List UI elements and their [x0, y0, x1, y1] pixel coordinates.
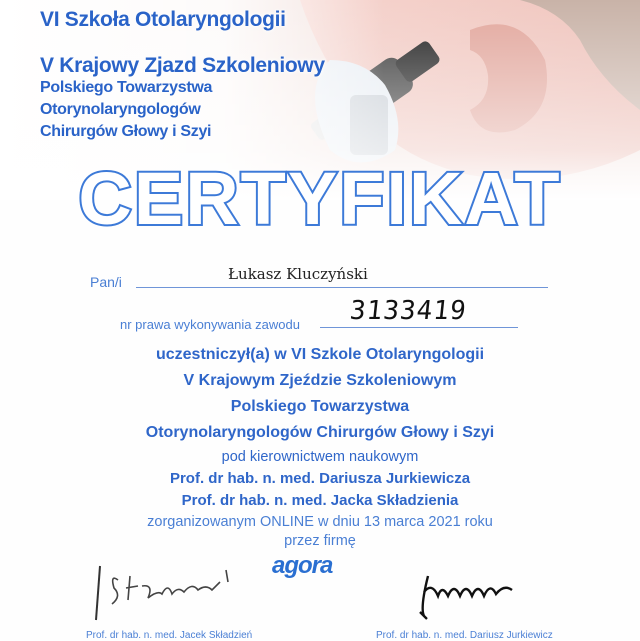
- recipient-underline: [136, 287, 548, 288]
- header-society-line3: Chirurgów Głowy i Szyi: [40, 123, 212, 140]
- header-subtitle: V Krajowy Zjazd Szkoleniowy: [40, 54, 325, 77]
- body-line-1: uczestniczył(a) w VI Szkole Otolaryngologii: [155, 346, 485, 363]
- licence-label: nr prawa wykonywania zawodu: [120, 317, 300, 332]
- body-line-4: Otorynolaryngologów Chirurgów Głowy i Szyi: [145, 424, 495, 441]
- header-society-line2: Otorynolaryngologów: [40, 101, 201, 118]
- recipient-name: Łukasz Kluczyński: [228, 265, 368, 283]
- licence-number: 3133419: [348, 296, 469, 326]
- body-line-2: V Krajowym Zjeździe Szkoleniowym: [183, 372, 457, 389]
- body-line-5: pod kierownictwem naukowym: [221, 449, 419, 465]
- header-title: VI Szkoła Otolaryngologii: [40, 8, 286, 31]
- certificate-title-text: CERTYFIKAT: [78, 157, 562, 240]
- body-line-7: Prof. dr hab. n. med. Jacka Składzienia: [181, 492, 459, 509]
- header-society-line1: Polskiego Towarzystwa: [40, 79, 213, 96]
- footer-signatory-right: Prof. dr hab. n. med. Dariusz Jurkiewicz: [376, 630, 553, 641]
- body-line-6: Prof. dr hab. n. med. Dariusza Jurkiewicza: [169, 470, 471, 487]
- signature-left: [88, 560, 248, 626]
- body-line-3: Polskiego Towarzystwa: [230, 398, 410, 415]
- licence-underline: [320, 327, 518, 328]
- footer-signatory-left: Prof. dr hab. n. med. Jacek Składzień: [86, 630, 253, 641]
- body-line-8: zorganizowanym ONLINE w dniu 13 marca 2021 roku: [147, 514, 493, 530]
- recipient-label: Pan/i: [90, 274, 122, 290]
- signature-right: [410, 568, 520, 622]
- body-line-9: przez firmę: [284, 533, 356, 549]
- certificate-title: [78, 157, 562, 240]
- agora-logo: agora: [272, 552, 333, 579]
